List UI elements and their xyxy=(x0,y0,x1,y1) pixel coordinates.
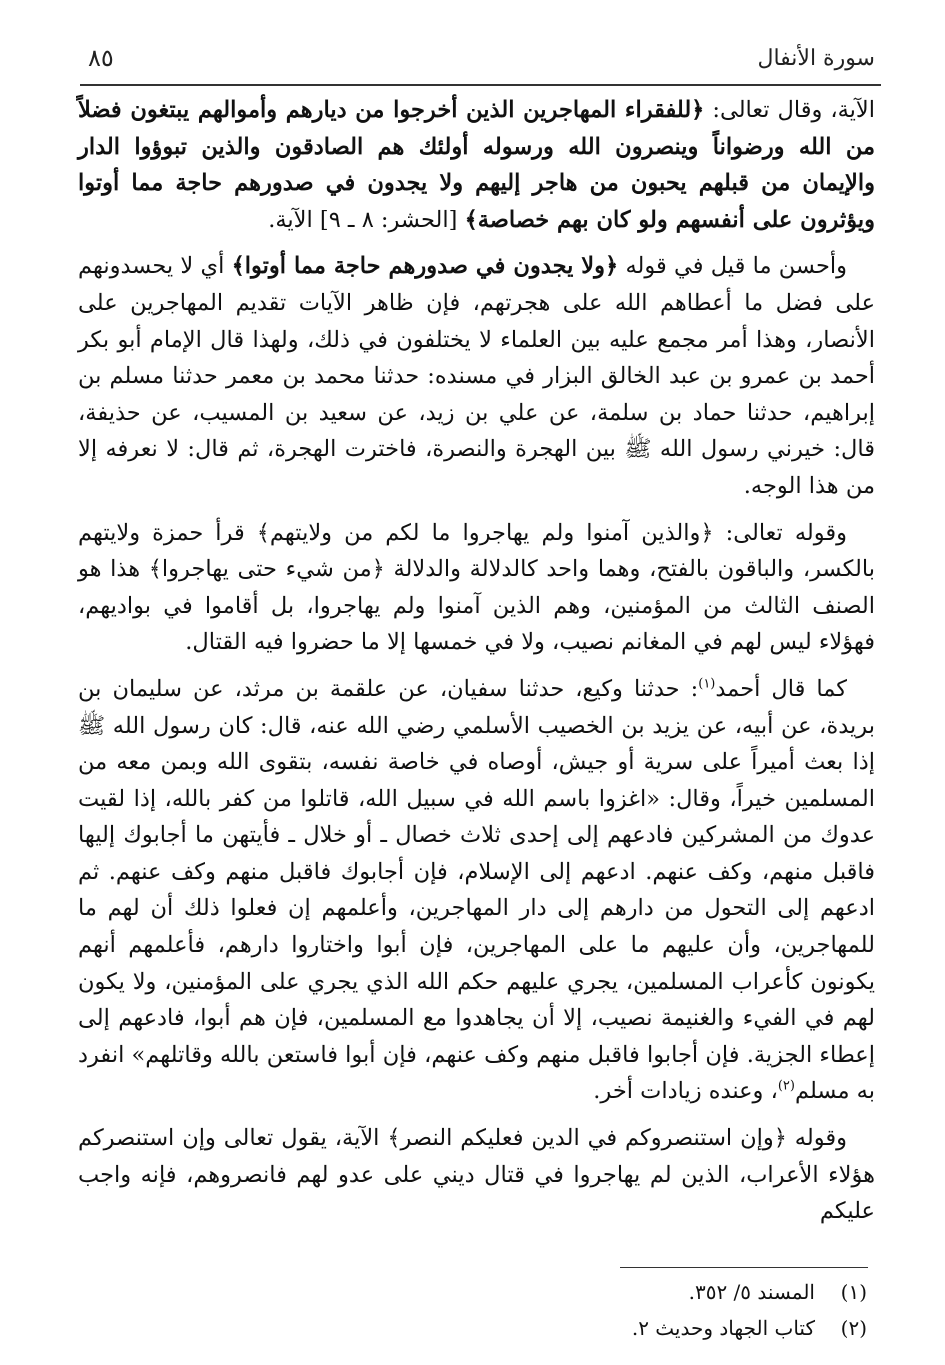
footnote-text: كتاب الجهاد وحديث ٢. xyxy=(631,1316,815,1340)
text-run: ، وعنده زيادات أخر. xyxy=(593,1078,778,1105)
surah-title: سورة الأنفال xyxy=(757,46,875,71)
main-text xyxy=(78,92,875,1240)
header-rule xyxy=(80,84,881,86)
paragraph-5 xyxy=(78,1120,875,1230)
footnote-mark: (٢) xyxy=(840,1316,867,1340)
footnote-2 xyxy=(300,1310,867,1346)
quran-quote: ﴿وإن استنصروكم في الدين فعليكم النصر﴾ xyxy=(387,1125,787,1152)
footnotes xyxy=(300,1274,867,1346)
footnote-ref-2[interactable]: (٢) xyxy=(777,1078,795,1094)
paragraph-1 xyxy=(78,92,875,238)
text-run: وقوله xyxy=(786,1125,847,1152)
text-run: قرأ حمزة ولايتهم بالكسر، والباقون بالفتح، وهما واحد كالدلالة والدلالة xyxy=(78,519,875,583)
text-run: الآية، يقول تعالى وإن استنصركم هؤلاء الأعراب، الذين لم يهاجروا في قتال ديني على عدو لهم فانصروهم، فإنه واجب عليكم xyxy=(78,1125,875,1225)
text-run: أي لا يحسدونهم على فضل ما أعطاهم الله على هجرتهم، فإن ظاهر الآيات تقديم المهاجرين على الأنصار، وهذا أمر مجمع عليه بين العلماء لا يختلفون في ذلك، ولهذا قال الإمام أبو بكر أحمد بن عمرو بن عبد الخالق البزار في مسنده: حدثنا محمد بن معمر حدثنا مسلم بن إبراهيم، حدثنا حماد بن سلمة، عن علي بن زيد، عن سعيد بن المسيب، عن حذيفة، قال: خيرني رسول الله ﷺ بين الهجرة والنصرة، فاخترت الهجرة، ثم قال: لا نعرفه إلا من هذا الوجه. xyxy=(78,253,875,499)
text-run: [الحشر: ٨ ـ ٩] الآية. xyxy=(268,206,465,233)
text-run: وقوله تعالى: xyxy=(713,519,847,546)
quran-quote: ﴿ولا يجدون في صدورهم حاجة مما أوتوا﴾ xyxy=(231,253,619,280)
running-header xyxy=(88,44,875,82)
footnote-1 xyxy=(300,1274,867,1310)
footnote-ref-1[interactable]: (١) xyxy=(698,676,716,692)
quran-quote: ﴿للفقراء المهاجرين الذين أخرجوا من ديارهم وأموالهم يبتغون فضلاً من الله ورضواناً وينصرون الله ورسوله أولئك هم الصادقون والذين تبوؤوا الدار والإيمان من قبلهم يحبون من هاجر إليهم ولا يجدون في صدورهم حاجة مما أوتوا ويؤثرون على أنفسهم ولو كان بهم خصاصة﴾ xyxy=(78,97,875,233)
text-run: : حدثنا وكيع، حدثنا سفيان، عن علقمة بن مرثد، عن سليمان بن بريدة، عن أبيه، عن يزيد بن الخصيب الأسلمي رضي الله عنه، قال: كان رسول الله ﷺ إذا بعث أميراً على سرية أو جيش، أوصاه في خاصة نفسه، بتقوى الله وبمن معه من المسلمين خيراً، وقال: «اغزوا باسم الله في سبيل الله، قاتلوا من كفر بالله، إذا لقيت عدوك من المشركين فادعهم إلى إحدى ثلاث خصال ـ أو خلال ـ فأيتهن ما أجابوك إليها فاقبل منهم، وكف عنهم. ادعهم إلى الإسلام، فإن أجابوك فاقبل منهم وكف عنهم. ثم ادعهم إلى التحول من دارهم إلى دار المهاجرين، وأعلمهم إن فعلوا ذلك أن لهم ما للمهاجرين، وأن عليهم ما على المهاجرين، فإن أبوا واختاروا دارهم، فأعلمهم أنهم يكونون كأعراب المسلمين، يجري عليهم حكم الله الذي يجري على المؤمنين، ولا يكون لهم في الفيء والغنيمة نصيب، إلا أن يجاهدوا مع المسلمين، فإن هم أبوا، فادعهم إلى إعطاء الجزية. فإن أجابوا فاقبل منهم وكف عنهم، فإن أبوا فاستعن بالله وقاتلهم» انفرد به مسلم xyxy=(78,675,875,1105)
footnote-text: المسند ٥/ ٣٥٢. xyxy=(688,1280,815,1304)
paragraph-4 xyxy=(78,671,875,1110)
text-run: الآية، وقال تعالى: xyxy=(704,97,875,123)
footnote-mark: (١) xyxy=(840,1280,867,1304)
quran-quote: ﴿من شيء حتى يهاجروا﴾ xyxy=(148,556,385,583)
quran-quote: ﴿والذين آمنوا ولم يهاجروا ما لكم من ولايتهم﴾ xyxy=(256,519,714,546)
footnote-rule xyxy=(620,1267,868,1268)
text-run: وأحسن ما قيل في قوله xyxy=(618,253,847,280)
paragraph-2 xyxy=(78,248,875,504)
text-run: هذا هو الصنف الثالث من المؤمنين، وهم الذين آمنوا ولم يهاجروا، بل أقاموا في بواديهم، فهؤلاء ليس لهم في المغانم نصيب، ولا في خمسها إلا ما حضروا فيه القتال. xyxy=(78,556,875,656)
paragraph-3 xyxy=(78,515,875,661)
text-run: كما قال أحمد xyxy=(715,675,848,702)
page-number: ٨٥ xyxy=(88,44,114,72)
